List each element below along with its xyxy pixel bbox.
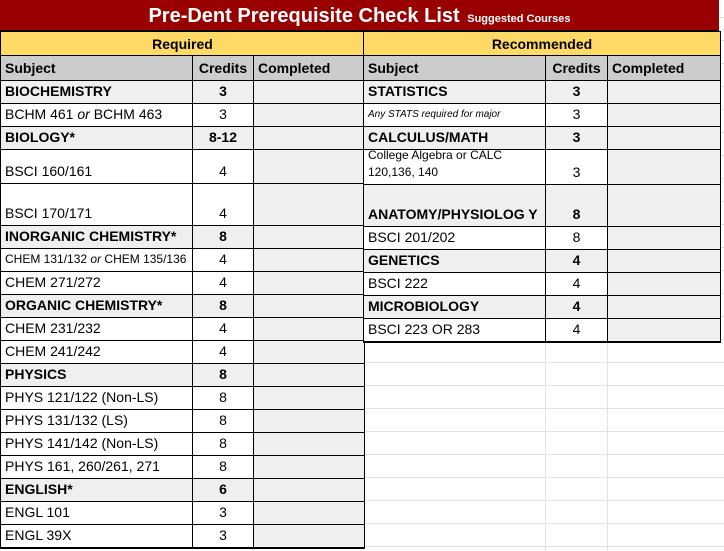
column-header-row	[364, 56, 720, 81]
course-row	[1, 104, 364, 127]
subject-cell	[1, 502, 193, 524]
completed-cell[interactable]	[608, 104, 720, 126]
subject-text: GENETICS	[368, 252, 440, 268]
subject-cell	[364, 296, 546, 318]
credits-header: Credits	[546, 56, 608, 80]
course-row	[364, 150, 720, 185]
subject-group-row	[1, 479, 364, 502]
completed-cell[interactable]	[254, 456, 364, 478]
subject-cell	[1, 295, 193, 317]
subject-cell	[364, 150, 546, 184]
subject-part: BCHM 461	[5, 106, 78, 122]
subject-part: CHEM 131/132	[5, 252, 91, 266]
credits-cell: 8	[193, 387, 254, 409]
completed-cell[interactable]	[254, 150, 364, 183]
course-row	[364, 227, 720, 250]
course-row	[1, 410, 364, 433]
course-row	[1, 184, 364, 226]
subject-group-row	[1, 226, 364, 249]
title-subtitle: Suggested Courses	[467, 13, 571, 25]
subject-text: INORGANIC CHEMISTRY*	[5, 228, 177, 244]
course-row	[1, 525, 364, 548]
course-row	[1, 272, 364, 295]
course-row	[1, 318, 364, 341]
completed-cell[interactable]	[254, 387, 364, 409]
subject-cell	[1, 410, 193, 432]
subject-cell	[1, 249, 193, 271]
required-header: Required	[1, 31, 364, 56]
subject-cell	[1, 226, 193, 248]
completed-cell[interactable]	[254, 104, 364, 126]
completed-cell[interactable]	[254, 410, 364, 432]
subject-cell	[1, 272, 193, 294]
credits-cell: 4	[193, 150, 254, 183]
required-table	[0, 31, 365, 549]
completed-cell[interactable]	[254, 272, 364, 294]
subject-text: BSCI 160/161	[5, 163, 93, 179]
subject-text: CHEM 241/242	[5, 343, 101, 359]
page-title	[0, 0, 719, 31]
subject-text: ENGL 101	[5, 504, 70, 520]
credits-cell: 8	[546, 227, 608, 249]
grid-line	[545, 340, 546, 551]
completed-cell[interactable]	[254, 184, 364, 225]
subject-part: BCHM 463	[89, 106, 163, 122]
completed-cell[interactable]	[254, 81, 364, 103]
subject-cell	[364, 319, 546, 341]
subject-text: BIOLOGY*	[5, 129, 76, 145]
completed-cell[interactable]	[608, 227, 720, 249]
subject-text: STATISTICS	[368, 83, 448, 99]
completed-cell[interactable]	[254, 341, 364, 363]
completed-cell[interactable]	[254, 479, 364, 501]
subject-text: College Algebra or CALC 120,136, 140	[368, 148, 503, 179]
subject-cell	[1, 184, 193, 225]
course-row	[1, 387, 364, 410]
completed-cell[interactable]	[254, 525, 364, 547]
credits-cell: 3	[546, 127, 608, 149]
subject-text: BSCI 170/171	[5, 205, 93, 221]
column-header-row	[1, 56, 364, 81]
subject-group-row	[364, 296, 720, 319]
completed-cell[interactable]	[254, 364, 364, 386]
subject-group-row	[1, 364, 364, 387]
course-row	[1, 456, 364, 479]
subject-cell	[364, 227, 546, 249]
subject-text: ANATOMY/PHYSIOLOG Y	[368, 206, 538, 222]
subject-text: ENGLISH*	[5, 481, 73, 497]
credits-cell: 8	[193, 410, 254, 432]
completed-cell[interactable]	[254, 433, 364, 455]
subject-group-row	[1, 295, 364, 318]
credits-cell: 4	[193, 272, 254, 294]
subject-part: CHEM 135/136	[101, 252, 187, 266]
recommended-table	[363, 31, 721, 343]
completed-cell[interactable]	[254, 127, 364, 149]
credits-cell: 8	[546, 185, 608, 226]
credits-cell: 8-12	[193, 127, 254, 149]
subject-cell	[1, 364, 193, 386]
subject-cell	[1, 456, 193, 478]
completed-cell[interactable]	[608, 273, 720, 295]
credits-cell: 4	[193, 341, 254, 363]
credits-cell: 3	[193, 502, 254, 524]
subject-conjunction: or	[77, 106, 90, 122]
subject-text: ENGL 39X	[5, 527, 72, 543]
subject-cell	[1, 341, 193, 363]
subject-cell	[1, 433, 193, 455]
subject-text: CHEM 271/272	[5, 274, 101, 290]
subject-cell	[364, 185, 546, 226]
subject-text: BSCI 223 OR 283	[368, 321, 481, 337]
completed-cell[interactable]	[608, 296, 720, 318]
title-main: Pre-Dent Prerequisite Check List	[148, 5, 460, 27]
credits-cell: 3	[546, 104, 608, 126]
subject-cell	[1, 387, 193, 409]
completed-cell[interactable]	[608, 127, 720, 149]
subject-cell	[1, 479, 193, 501]
subject-text: BSCI 222	[368, 275, 428, 291]
completed-cell[interactable]	[254, 249, 364, 271]
subject-text: PHYSICS	[5, 366, 67, 382]
subject-header: Subject	[364, 56, 546, 80]
subject-cell	[364, 250, 546, 272]
subject-group-row	[364, 250, 720, 273]
credits-cell: 8	[193, 364, 254, 386]
completed-cell[interactable]	[608, 150, 720, 184]
recommended-header: Recommended	[364, 31, 720, 56]
subject-cell	[1, 525, 193, 547]
grid-line	[607, 340, 608, 551]
subject-header: Subject	[1, 56, 193, 80]
completed-cell[interactable]	[608, 250, 720, 272]
credits-cell: 4	[546, 319, 608, 341]
subject-text: ORGANIC CHEMISTRY*	[5, 297, 163, 313]
credits-cell: 4	[546, 296, 608, 318]
course-row	[364, 104, 720, 127]
credits-cell: 4	[193, 249, 254, 271]
credits-cell: 3	[193, 104, 254, 126]
subject-cell	[1, 104, 193, 126]
completed-header: Completed	[608, 56, 720, 80]
subject-cell	[1, 127, 193, 149]
credits-cell: 3	[546, 81, 608, 103]
subject-cell	[364, 81, 546, 103]
subject-conjunction: or	[90, 252, 102, 266]
subject-cell	[1, 150, 193, 183]
subject-cell	[364, 104, 546, 126]
course-row	[1, 433, 364, 456]
subject-group-row	[1, 127, 364, 150]
subject-group-row	[1, 81, 364, 104]
completed-cell[interactable]	[254, 295, 364, 317]
completed-cell[interactable]	[254, 226, 364, 248]
completed-cell[interactable]	[254, 502, 364, 524]
subject-cell	[1, 81, 193, 103]
subject-text: BIOCHEMISTRY	[5, 83, 112, 99]
credits-header: Credits	[193, 56, 254, 80]
subject-text: PHYS 131/132 (LS)	[5, 412, 128, 428]
credits-cell: 8	[193, 226, 254, 248]
subject-text: BSCI 201/202	[368, 229, 456, 245]
course-row	[364, 273, 720, 296]
subject-cell	[1, 318, 193, 340]
credits-cell: 3	[193, 525, 254, 547]
course-row	[1, 502, 364, 525]
credits-cell: 8	[193, 433, 254, 455]
course-row	[1, 150, 364, 184]
completed-cell[interactable]	[608, 319, 720, 341]
subject-text: MICROBIOLOGY	[368, 298, 480, 314]
completed-cell[interactable]	[254, 318, 364, 340]
credits-cell: 4	[193, 184, 254, 225]
subject-cell	[364, 273, 546, 295]
subject-text: PHYS 141/142 (Non-LS)	[5, 435, 159, 451]
completed-header: Completed	[254, 56, 364, 80]
credits-cell: 8	[193, 295, 254, 317]
subject-group-row	[364, 81, 720, 104]
subject-text: Any STATS required for major	[368, 109, 501, 120]
credits-cell: 4	[193, 318, 254, 340]
subject-group-row	[364, 185, 720, 227]
course-row	[1, 249, 364, 272]
credits-cell: 4	[546, 250, 608, 272]
credits-cell: 6	[193, 479, 254, 501]
course-row	[1, 341, 364, 364]
course-row	[364, 319, 720, 342]
credits-cell: 3	[546, 150, 608, 184]
credits-cell: 8	[193, 456, 254, 478]
credits-cell: 3	[193, 81, 254, 103]
subject-text: CHEM 231/232	[5, 320, 101, 336]
completed-cell[interactable]	[608, 185, 720, 226]
subject-cell	[364, 127, 546, 149]
subject-text: PHYS 161, 260/261, 271	[5, 458, 160, 474]
completed-cell[interactable]	[608, 81, 720, 103]
subject-text: CALCULUS/MATH	[368, 129, 489, 145]
credits-cell: 4	[546, 273, 608, 295]
subject-text: PHYS 121/122 (Non-LS)	[5, 389, 159, 405]
